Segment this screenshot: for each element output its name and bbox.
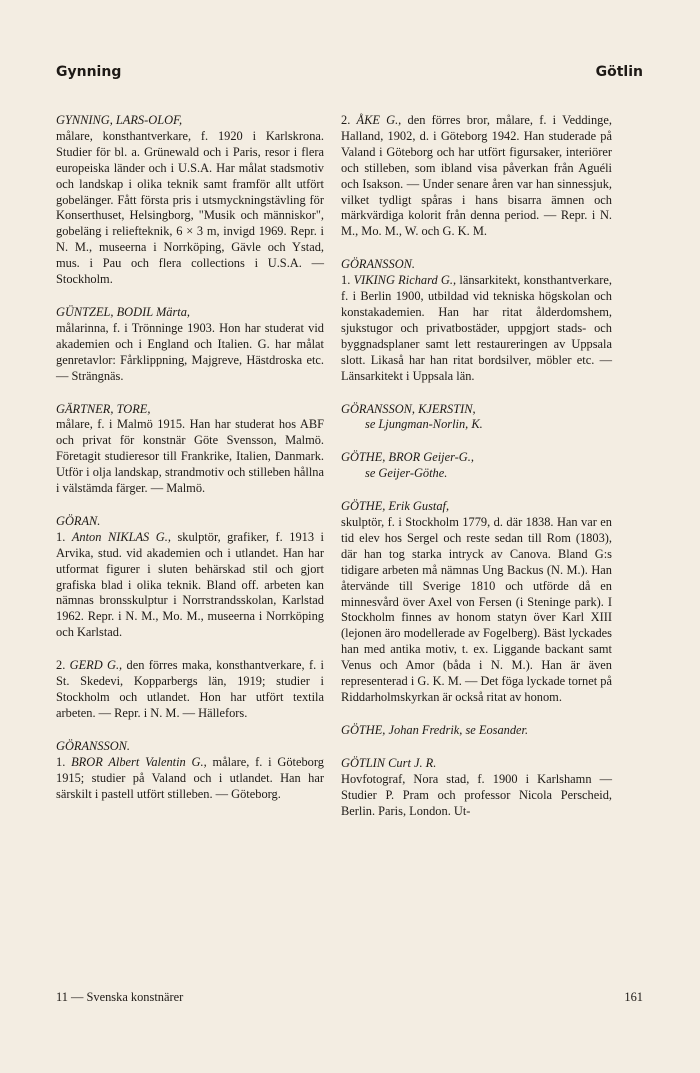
entry-cross-reference: se Geijer-Göthe. <box>365 466 448 481</box>
entry-body: målare, f. i Malmö 1915. Han har studerat hos ABF och privat för konstnär Göte Svensson, Malmö. Företagit studieresor till Frankrike, Italien, Danmark. Utför i olja landskap, strandmotiv och stilleben hållna i välstämda färger. — Malmö. <box>56 417 324 496</box>
footer-signature: 11 — Svenska konstnärer <box>56 990 184 1004</box>
entry-body: den förres bror, målare, f. i Veddinge, Halland, 1902, d. i Göteborg 1942. Han studerade på Valand i Göteborg och har utfört figursaker, interiörer och stilleben, som ibland visa påverkan från Aguéli och Isakson. — Under senare åren var han sinnessjuk, vilket tydligt spåras i hans bisarra ämnen och märkvärdiga kolorit från denna period. — Repr. i N. M., Mo. M., W. och G. K. M. <box>341 113 612 239</box>
entry-heading: GÖRANSSON. <box>341 257 415 272</box>
entry-heading: GÖTLIN Curt J. R. <box>341 755 437 770</box>
entry-body: skulptör, f. i Stockholm 1779, d. där 1838. Han var en tid elev hos Sergel och reste sedan till Rom (1803), där han tog starka intryck av Canova. Bland G:s tidigare arbeten må nämnas Ung Backus (N. M.). Han återvände till Sverige 1810 och utförde då en minnesvård över Axel von Fersen (i Steninge park). I Stockholm finnes av honom statyn över Karl XIII (lejonen äro modellerade av Fogelberg). Bäst lyckades han med antika motiv, t. ex. Liggande backant samt Venus och Amor (båda i N. M.). Han är även representerad i G. K. M. — Det föga lyckade tornet på Riddarholmskyrkan är också ritat av honom. <box>341 515 612 704</box>
entry-heading: GÖRAN. <box>56 513 101 528</box>
entry-number: 2. <box>341 113 351 127</box>
entry-guntzel <box>56 305 324 385</box>
page-number: 161 <box>624 990 643 1004</box>
entry-goran-niklas <box>56 514 324 641</box>
entry-goran-gerd <box>56 658 324 722</box>
entry-gotlin <box>341 756 612 820</box>
entry-body: målarinna, f. i Trönninge 1903. Hon har studerat vid akademien och i England och Italien. G. har målat genretavlor: Fårklippning, Majgreve, Hästdroska etc. — Strängnäs. <box>56 320 324 383</box>
entry-body: den förres maka, konsthantverkare, f. i St. Skedevi, Kopparbergs län, 1919; studier i Stockholm och utlandet. Hon har utfört textila arbeten. — Repr. i N. M. — Hällefors. <box>56 658 324 720</box>
entry-name: Anton NIKLAS G., <box>71 529 171 544</box>
entry-heading: GÖRANSSON. <box>56 738 130 753</box>
entry-body: Hovfotograf, Nora stad, f. 1900 i Karlshamn — Studier P. Pram och professor Nicola Perscheid, Berlin. Paris, London. Ut- <box>341 771 612 818</box>
entry-goransson-kjerstin <box>341 402 612 434</box>
running-head-right: Götlin <box>595 64 643 80</box>
entry-gothe-erik <box>341 499 612 706</box>
entry-goransson-ake <box>341 113 612 240</box>
entry-heading: GYNNING, LARS-OLOF, <box>56 113 183 127</box>
entry-number: 1. <box>56 529 66 544</box>
entry-name: VIKING Richard G., <box>353 273 457 288</box>
entry-gothe-bror <box>341 450 612 482</box>
entry-gothe-johan <box>341 723 612 739</box>
entry-heading: GÖTHE, BROR Geijer-G., <box>341 450 474 465</box>
entry-heading: GÄRTNER, TORE, <box>56 401 151 416</box>
entry-heading: GÖTHE, Johan Fredrik, se Eosander. <box>341 722 529 737</box>
entry-name: GERD G., <box>69 658 123 673</box>
right-column <box>341 113 612 836</box>
entry-heading: GÖTHE, Erik Gustaf, <box>341 499 450 514</box>
entry-name: BROR Albert Valentin G., <box>71 754 207 769</box>
entry-cross-reference: se Ljungman-Norlin, K. <box>365 417 483 432</box>
entry-gartner <box>56 402 324 497</box>
entry-body: målare, konsthantverkare, f. 1920 i Karlskrona. Studier för bl. a. Grünewald och i Paris, resor i flera europeiska länder och i U.S.A. Har målat stadsmotiv och landskap i olika teknik samt framför allt utfört gobelänger. Fått första pris i utsmyckningstävling för Konserthuset, Helsingborg, "Musik och människor", gobeläng i reliefteknik, 6 × 3 m, invigd 1969. Repr. i N. M., museerna i Norrköping, Gävle och Ystad, mus. i Pau och flera collections i U.S.A. — Stockholm. <box>56 128 324 287</box>
entry-goransson-bror <box>56 739 324 803</box>
entry-goransson-viking <box>341 257 612 384</box>
entry-body: länsarkitekt, konsthantverkare, f. i Berlin 1900, utbildad vid tekniska högskolan och konstakademien. Han har ritat ålderdomshem, sjukstugor och privatbostäder, uppgjort stads- och byggnadsplaner samt lett restaureringen av Uppsala slott. Likaså har han ritat bordsilver, möbler etc. — Länsarkitekt i Uppsala län. <box>341 273 612 383</box>
entry-heading: GÜNTZEL, BODIL Märta, <box>56 304 191 319</box>
entry-number: 1. <box>341 273 351 288</box>
entry-gynning <box>56 113 324 288</box>
entry-name: ÅKE G., <box>356 113 402 127</box>
running-head-left: Gynning <box>56 64 122 80</box>
entry-body: skulptör, grafiker, f. 1913 i Arvika, stud. vid akademien och i utlandet. Han har utformat figurer i sluten behärskad stil och gjort grafiska blad i olika teknik. Bland off. arbeten kan nämnas bronsskulptur i Norrstrandsskolan, Karlstad 1962. Repr. i N. M., Mo. M., museerna i Norrköping och Karlstad. <box>56 529 324 640</box>
left-column <box>56 113 324 819</box>
entry-body: målare, f. i Göteborg 1915; studier på Valand och i utlandet. Han har särskilt i pastell utfört stilleben. — Göteborg. <box>56 754 324 801</box>
entry-number: 1. <box>56 754 66 769</box>
entry-heading: GÖRANSSON, KJERSTIN, <box>341 401 476 416</box>
entry-number: 2. <box>56 658 66 673</box>
